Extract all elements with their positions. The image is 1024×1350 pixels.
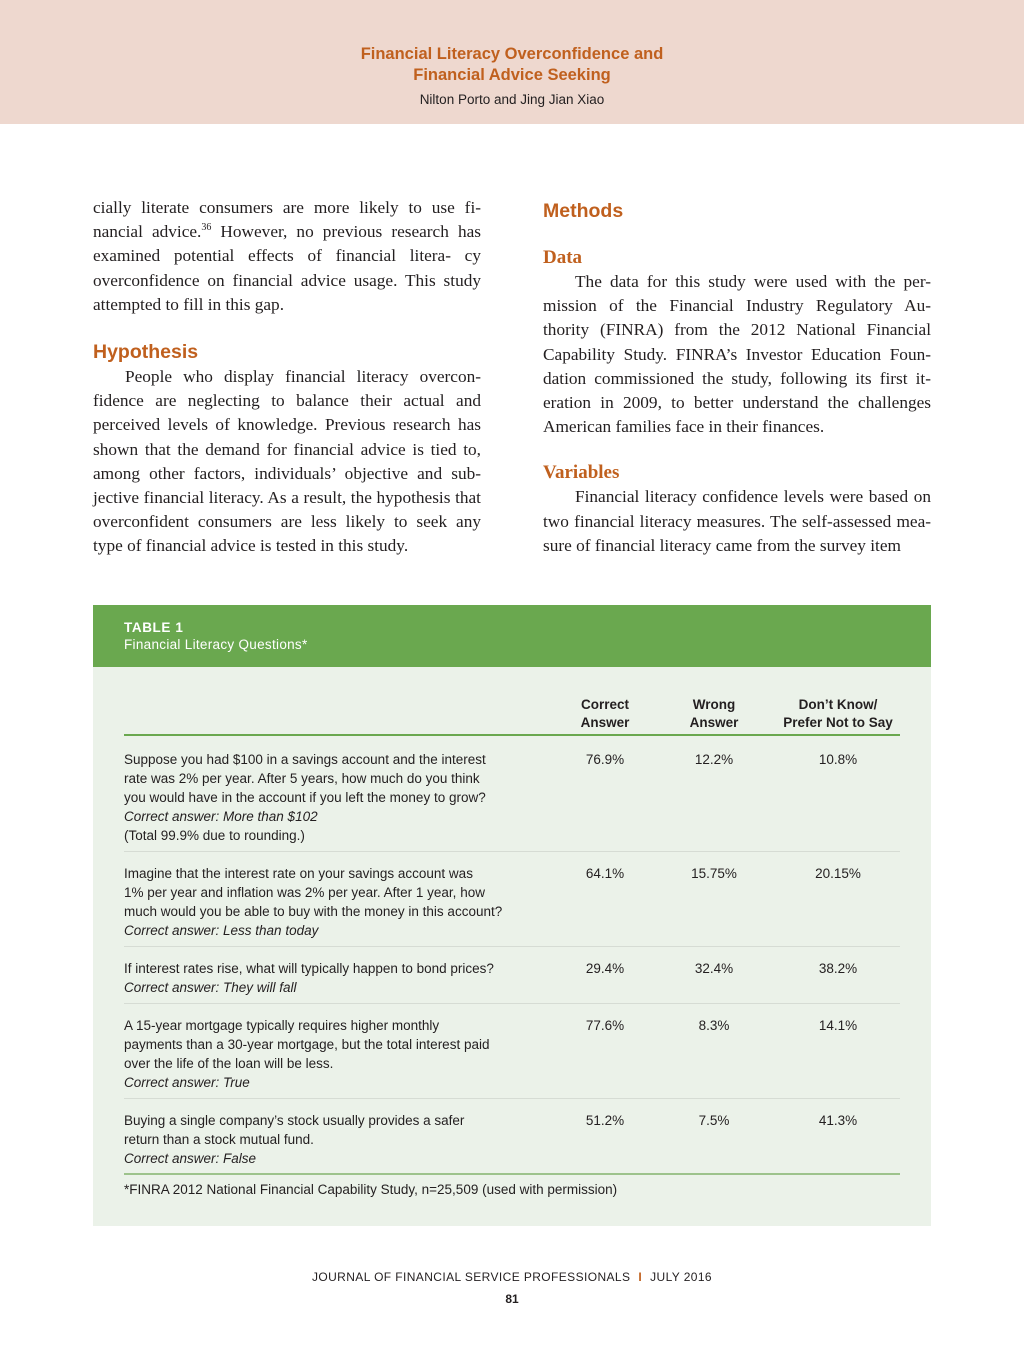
dont-know-value: 14.1%	[818, 1018, 858, 1033]
left-column	[93, 196, 481, 559]
text-line: dation commissioned the study, following its first it-	[543, 368, 931, 388]
question-line: over the life of the loan will be less.	[124, 1056, 334, 1071]
dont-know-value: 41.3%	[818, 1113, 858, 1128]
correct-value: 64.1%	[585, 866, 625, 881]
right-column	[543, 196, 931, 558]
footer-separator: I	[638, 1270, 643, 1284]
correct-answer-text: Correct answer: False	[124, 1151, 257, 1166]
question-cell	[124, 750, 564, 845]
page-number: 81	[505, 1292, 519, 1306]
text-line: cy overconfidence on financial advice usage. This	[93, 246, 481, 290]
correct-value: 76.9%	[585, 752, 625, 767]
page-footer	[0, 1270, 1024, 1284]
journal-name: JOURNAL OF FINANCIAL SERVICE PROFESSIONALS	[311, 1270, 631, 1284]
footnote-ref: 36	[201, 222, 212, 234]
table-1	[93, 605, 931, 1226]
text-line: jective financial literacy. As a result, the hypothesis	[93, 488, 451, 508]
correct-answer-text: Correct answer: Less than today	[124, 923, 319, 938]
data-paragraph	[543, 270, 931, 439]
text-line: nancial advice.	[93, 222, 202, 242]
question-line: you would have in the account if you left the money to grow?	[124, 790, 486, 805]
question-cell	[124, 864, 564, 940]
article-title-line-1: Financial Literacy Overconfidence and	[360, 45, 664, 63]
text-line: The data for this study were used with the per-	[575, 272, 931, 291]
question-line: much would you be able to buy with the money in this account?	[124, 904, 503, 919]
text-line: that overconfident consumers are less likely to seek	[93, 488, 481, 532]
text-line: any type of financial advice is tested in this study.	[93, 512, 481, 556]
data-heading: Data	[543, 247, 583, 268]
col-header-wrong	[664, 696, 764, 731]
text-line: eration in 2009, to better understand the challenges	[543, 393, 931, 413]
wrong-value: 12.2%	[694, 752, 734, 767]
table-footnote: *FINRA 2012 National Financial Capability Study, n=25,509 (used with permission)	[124, 1182, 618, 1197]
col-header-line: Don’t Know/	[798, 697, 878, 712]
question-line: Buying a single company’s stock usually provides a safer	[124, 1113, 465, 1128]
question-line: payments than a 30-year mortgage, but the total interest paid	[124, 1037, 490, 1052]
table-number: TABLE 1	[124, 620, 184, 635]
dont-know-value: 20.15%	[815, 866, 861, 881]
question-cell	[124, 1111, 564, 1168]
text-line: sure of financial literacy came from the survey item	[543, 535, 901, 555]
question-line: 1% per year and inflation was 2% per year. After 1 year, how	[124, 885, 485, 900]
question-line: return than a stock mutual fund.	[124, 1132, 314, 1147]
row-divider	[124, 946, 900, 947]
question-cell	[124, 1016, 564, 1092]
row-divider	[124, 1003, 900, 1004]
text-line: thority (FINRA) from the 2012 National Financial	[543, 320, 931, 340]
correct-value: 51.2%	[585, 1113, 625, 1128]
running-header	[0, 0, 1024, 124]
table-title-bar	[93, 605, 931, 667]
text-line: has examined potential effects of financial litera-	[93, 222, 481, 266]
article-authors: Nilton Porto and Jing Jian Xiao	[419, 92, 605, 107]
question-line: Imagine that the interest rate on your savings account was	[124, 866, 473, 881]
hypothesis-paragraph	[93, 365, 481, 559]
dont-know-value: 10.8%	[818, 752, 858, 767]
text-line: perceived levels of knowledge. Previous research has	[93, 415, 481, 435]
wrong-value: 15.75%	[691, 866, 737, 881]
wrong-value: 32.4%	[694, 961, 734, 976]
correct-answer-text: Correct answer: True	[124, 1075, 250, 1090]
text-line: among other factors, individuals’ objective and sub-	[93, 463, 481, 483]
text-line: mission of the Financial Industry Regulatory Au-	[543, 296, 931, 316]
correct-value: 29.4%	[585, 961, 625, 976]
col-header-line: Answer	[580, 714, 630, 730]
col-header-correct	[555, 696, 655, 731]
row-divider	[124, 851, 900, 852]
header-rule	[124, 734, 900, 736]
correct-value: 77.6%	[585, 1018, 625, 1033]
question-line: Suppose you had $100 in a savings account and the interest	[124, 752, 486, 767]
text-line: shown that the demand for financial advice is tied to,	[93, 439, 481, 459]
table-bottom-rule	[124, 1173, 900, 1175]
correct-answer-text: Correct answer: More than $102	[124, 809, 318, 824]
wrong-value: 7.5%	[698, 1113, 730, 1128]
question-line: If interest rates rise, what will typically happen to bond prices?	[124, 961, 494, 976]
question-cell	[124, 959, 564, 997]
methods-heading: Methods	[543, 200, 624, 222]
table-caption: Financial Literacy Questions*	[124, 637, 308, 652]
wrong-value: 8.3%	[698, 1018, 730, 1033]
text-line: Capability Study. FINRA’s Investor Education Foun-	[543, 344, 931, 364]
rounding-note: (Total 99.9% due to rounding.)	[124, 828, 305, 843]
variables-heading: Variables	[543, 462, 620, 484]
intro-paragraph	[93, 196, 481, 317]
text-line: fidence are neglecting to balance their actual and	[93, 391, 481, 411]
col-header-line: Answer	[689, 714, 739, 730]
text-line: However, no previous research	[211, 222, 449, 242]
question-line: rate was 2% per year. After 5 years, how much do you think	[124, 771, 480, 786]
text-line: study attempted to fill in this gap.	[93, 270, 481, 314]
article-title	[0, 44, 1024, 86]
correct-answer-text: Correct answer: They will fall	[124, 980, 297, 995]
col-header-line: Wrong	[692, 697, 736, 712]
issue-date: JULY 2016	[650, 1270, 713, 1284]
hypothesis-heading: Hypothesis	[93, 341, 199, 364]
row-divider	[124, 1098, 900, 1099]
article-title-line-2: Financial Advice Seeking	[413, 66, 611, 84]
text-line: American families face in their finances.	[543, 417, 825, 437]
text-line: two financial literacy measures. The self-assessed mea-	[543, 511, 931, 531]
col-header-line: Prefer Not to Say	[783, 714, 893, 730]
col-header-dont-know	[768, 696, 908, 731]
variables-paragraph	[543, 485, 931, 558]
dont-know-value: 38.2%	[818, 961, 858, 976]
text-line: People who display financial literacy overcon-	[125, 367, 481, 387]
col-header-line: Correct	[580, 697, 629, 712]
text-line: Financial literacy confidence levels were based on	[575, 487, 931, 507]
question-line: A 15-year mortgage typically requires higher monthly	[124, 1018, 440, 1033]
text-line: cially literate consumers are more likely to use fi-	[93, 198, 481, 217]
